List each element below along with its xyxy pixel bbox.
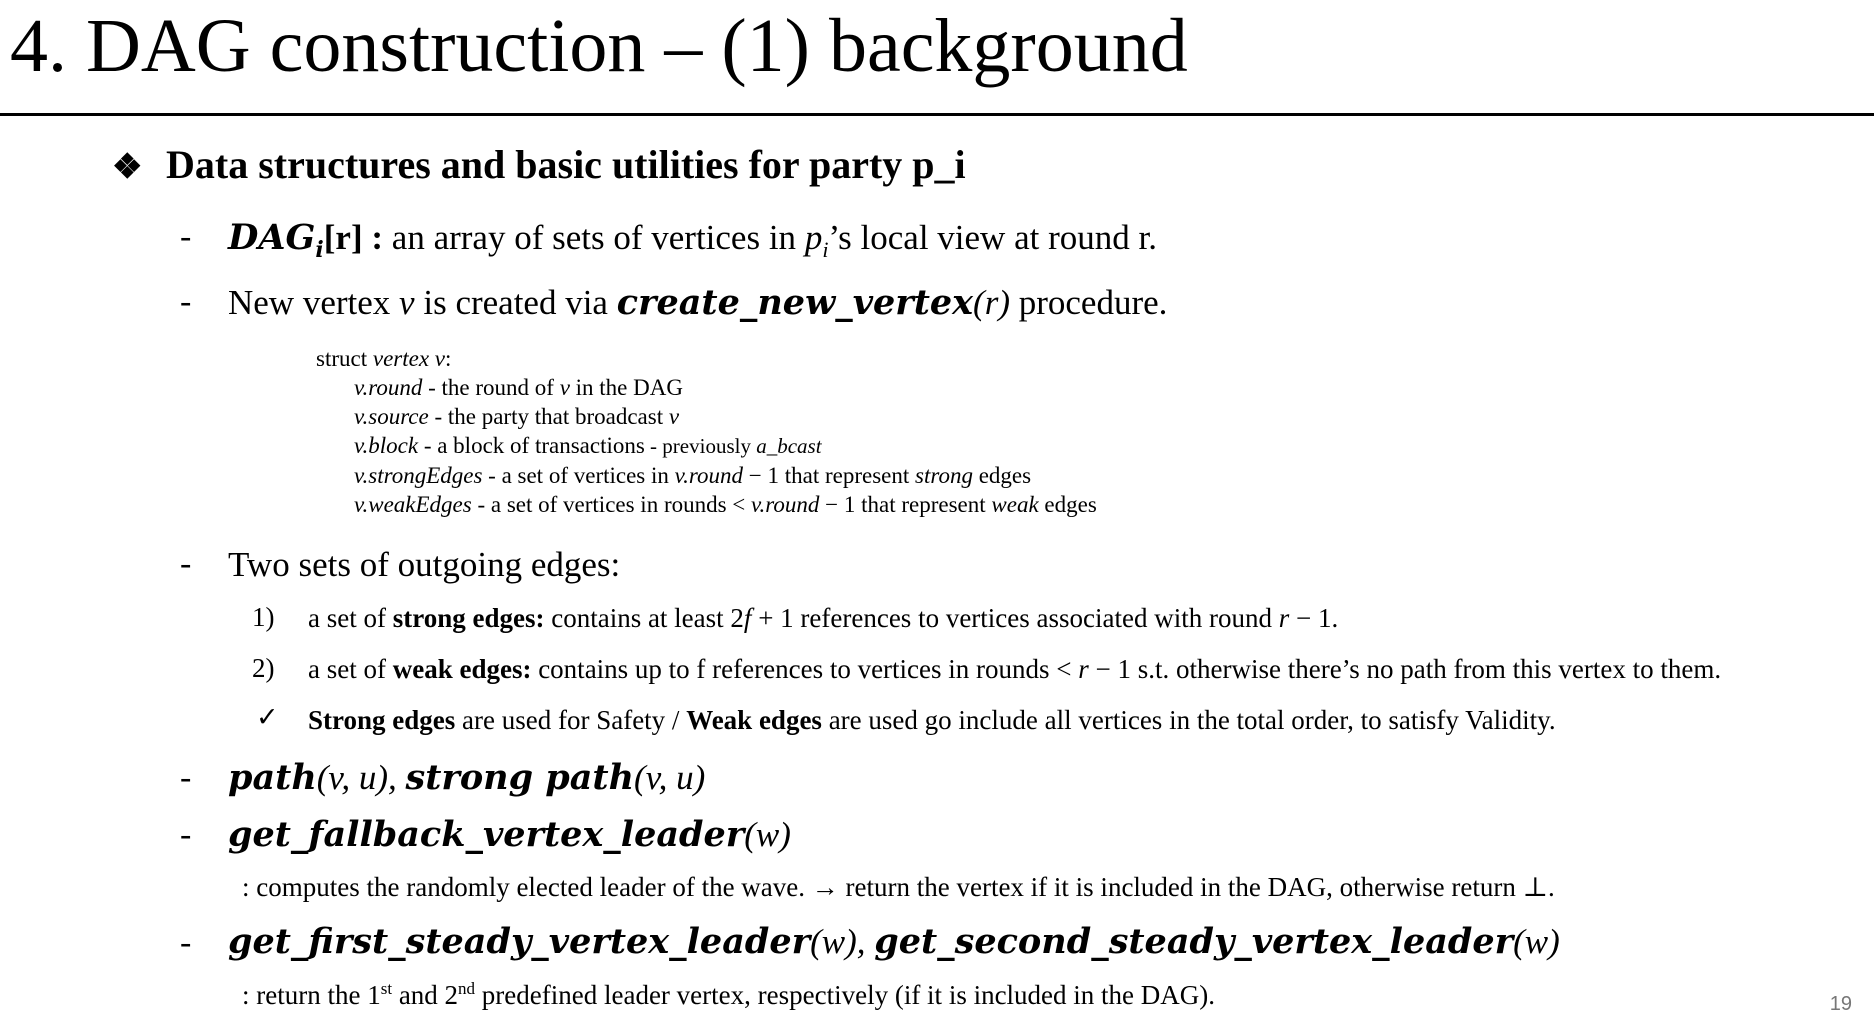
page-number: 19	[1829, 993, 1852, 1015]
dag-subscript: i	[315, 237, 324, 263]
field-emph: strong	[915, 463, 973, 488]
edge-text: contains at least 2	[544, 603, 744, 633]
check-icon: ✓	[256, 702, 279, 732]
field-rest: in the DAG	[569, 375, 683, 400]
dash-bullet: -	[180, 283, 192, 320]
field-note: - previously	[644, 434, 757, 458]
list-marker-1: 1)	[252, 602, 275, 632]
second-steady-arg: (w)	[1513, 922, 1560, 961]
edge-text: + 1 references to vertices associated with round	[751, 603, 1279, 633]
dag-p-sub: i	[822, 237, 829, 262]
struct-name: vertex v	[372, 346, 445, 371]
field-desc: - a set of vertices in rounds <	[471, 492, 752, 517]
new-vertex-v: v	[399, 283, 415, 322]
struct-field-strong-edges	[316, 461, 1097, 490]
edge-text: − 1 s.t. otherwise there’s no path from this vertex to them.	[1088, 654, 1722, 684]
field-name: v.source	[354, 404, 429, 429]
path-fn: path	[228, 757, 317, 798]
create-new-vertex-fn: create_new_vertex	[616, 282, 974, 323]
path-args: (v, u),	[316, 758, 406, 797]
dash-bullet: -	[180, 816, 192, 853]
two-sets-heading: Two sets of outgoing edges:	[228, 545, 621, 584]
steady-text: predefined leader vertex, respectively (if it is included in the DAG).	[475, 980, 1216, 1010]
field-v: v.round	[674, 463, 743, 488]
field-rest-a: − 1 that represent	[819, 492, 992, 517]
check-text: are used go include all vertices in the total order, to satisfy Validity.	[821, 705, 1556, 735]
steady-text: : return the 1	[242, 980, 381, 1010]
fallback-description: : computes the randomly elected leader of the wave. → return the vertex if it is included in the DAG, otherwise return ⊥.	[242, 872, 1555, 902]
steady-text: and 2	[392, 980, 459, 1010]
struct-colon: :	[445, 346, 452, 371]
field-rest-b: edges	[1038, 492, 1097, 517]
dash-bullet: -	[180, 924, 192, 961]
edge-text: a set of	[308, 603, 393, 633]
field-v: v	[668, 404, 680, 429]
new-vertex-line	[228, 281, 1167, 325]
steady-sup: nd	[458, 979, 476, 998]
field-name: v.round	[354, 375, 423, 400]
diamond-bullet-icon: ❖	[112, 149, 143, 186]
first-steady-arg: (w),	[810, 922, 875, 961]
dash-bullet: -	[180, 759, 192, 796]
struct-header	[316, 346, 451, 371]
steady-sup: st	[380, 979, 393, 998]
dag-text-a: an array of sets of vertices in	[383, 218, 805, 257]
steady-functions	[228, 920, 1560, 964]
fallback-function	[228, 813, 791, 857]
fallback-fn: get_fallback_vertex_leader	[228, 814, 745, 855]
edge-text: − 1.	[1289, 603, 1339, 633]
field-v: v	[559, 375, 570, 400]
struct-field-weak-edges	[316, 490, 1097, 519]
struct-keyword: struct	[316, 346, 373, 371]
edge-bold: strong edges:	[392, 603, 545, 633]
vertex-struct-block	[316, 344, 1097, 519]
struct-field-block	[316, 431, 1097, 461]
new-vertex-arg: (r)	[973, 283, 1010, 322]
path-functions	[228, 756, 705, 800]
edge-text: a set of	[308, 654, 393, 684]
struct-field-source	[316, 402, 1097, 431]
new-vertex-text-c: procedure.	[1009, 283, 1168, 322]
field-desc: - the party that broadcast	[428, 404, 669, 429]
field-v: v.round	[751, 492, 820, 517]
field-rest-b: edges	[972, 463, 1032, 488]
check-bold: Strong edges	[308, 705, 456, 735]
strong-edges-item	[308, 600, 1338, 636]
strong-path-fn: strong path	[405, 757, 635, 798]
steady-description	[242, 977, 1215, 1013]
section-heading	[112, 140, 966, 193]
edge-text: contains up to f references to vertices in rounds <	[531, 654, 1079, 684]
fallback-arg: (w)	[744, 815, 791, 854]
edges-usage-note	[308, 702, 1556, 738]
edge-bold: weak edges:	[392, 654, 532, 684]
dag-p: p	[804, 218, 823, 257]
field-rest-a: − 1 that represent	[743, 463, 915, 488]
dash-bullet: -	[180, 545, 192, 582]
second-steady-fn: get_second_steady_vertex_leader	[874, 921, 1514, 962]
new-vertex-text-a: New vertex	[228, 283, 400, 322]
field-name: v.block	[354, 433, 419, 458]
field-desc: - a block of transactions	[418, 433, 645, 458]
weak-edges-item	[308, 651, 1721, 687]
dag-definition	[228, 216, 1157, 272]
struct-field-round	[316, 373, 1097, 402]
new-vertex-text-b: is created via	[414, 283, 617, 322]
check-text: are used for Safety /	[455, 705, 687, 735]
dag-text-b: ’s local view at round r.	[828, 218, 1157, 257]
field-emph: weak	[991, 492, 1039, 517]
field-note-name: a_bcast	[756, 434, 822, 458]
dag-name: DAG	[228, 217, 316, 258]
title-underline	[0, 113, 1874, 116]
edge-r: r	[1078, 654, 1089, 684]
dash-bullet: -	[180, 218, 192, 255]
list-marker-2: 2)	[252, 653, 275, 683]
section-heading-text: Data structures and basic utilities for party p_i	[166, 142, 966, 187]
slide-title: 4. DAG construction – (1) background	[10, 4, 1188, 88]
dag-index: [r] :	[323, 218, 384, 257]
edge-r: r	[1278, 603, 1290, 633]
field-name: v.strongEdges	[354, 463, 483, 488]
first-steady-fn: get_first_steady_vertex_leader	[228, 921, 811, 962]
edge-f: f	[743, 603, 752, 633]
field-name: v.weakEdges	[354, 492, 472, 517]
field-desc: - a set of vertices in	[482, 463, 675, 488]
field-desc: - the round of	[422, 375, 560, 400]
strong-path-args: (v, u)	[634, 758, 706, 797]
check-bold: Weak edges	[686, 705, 822, 735]
